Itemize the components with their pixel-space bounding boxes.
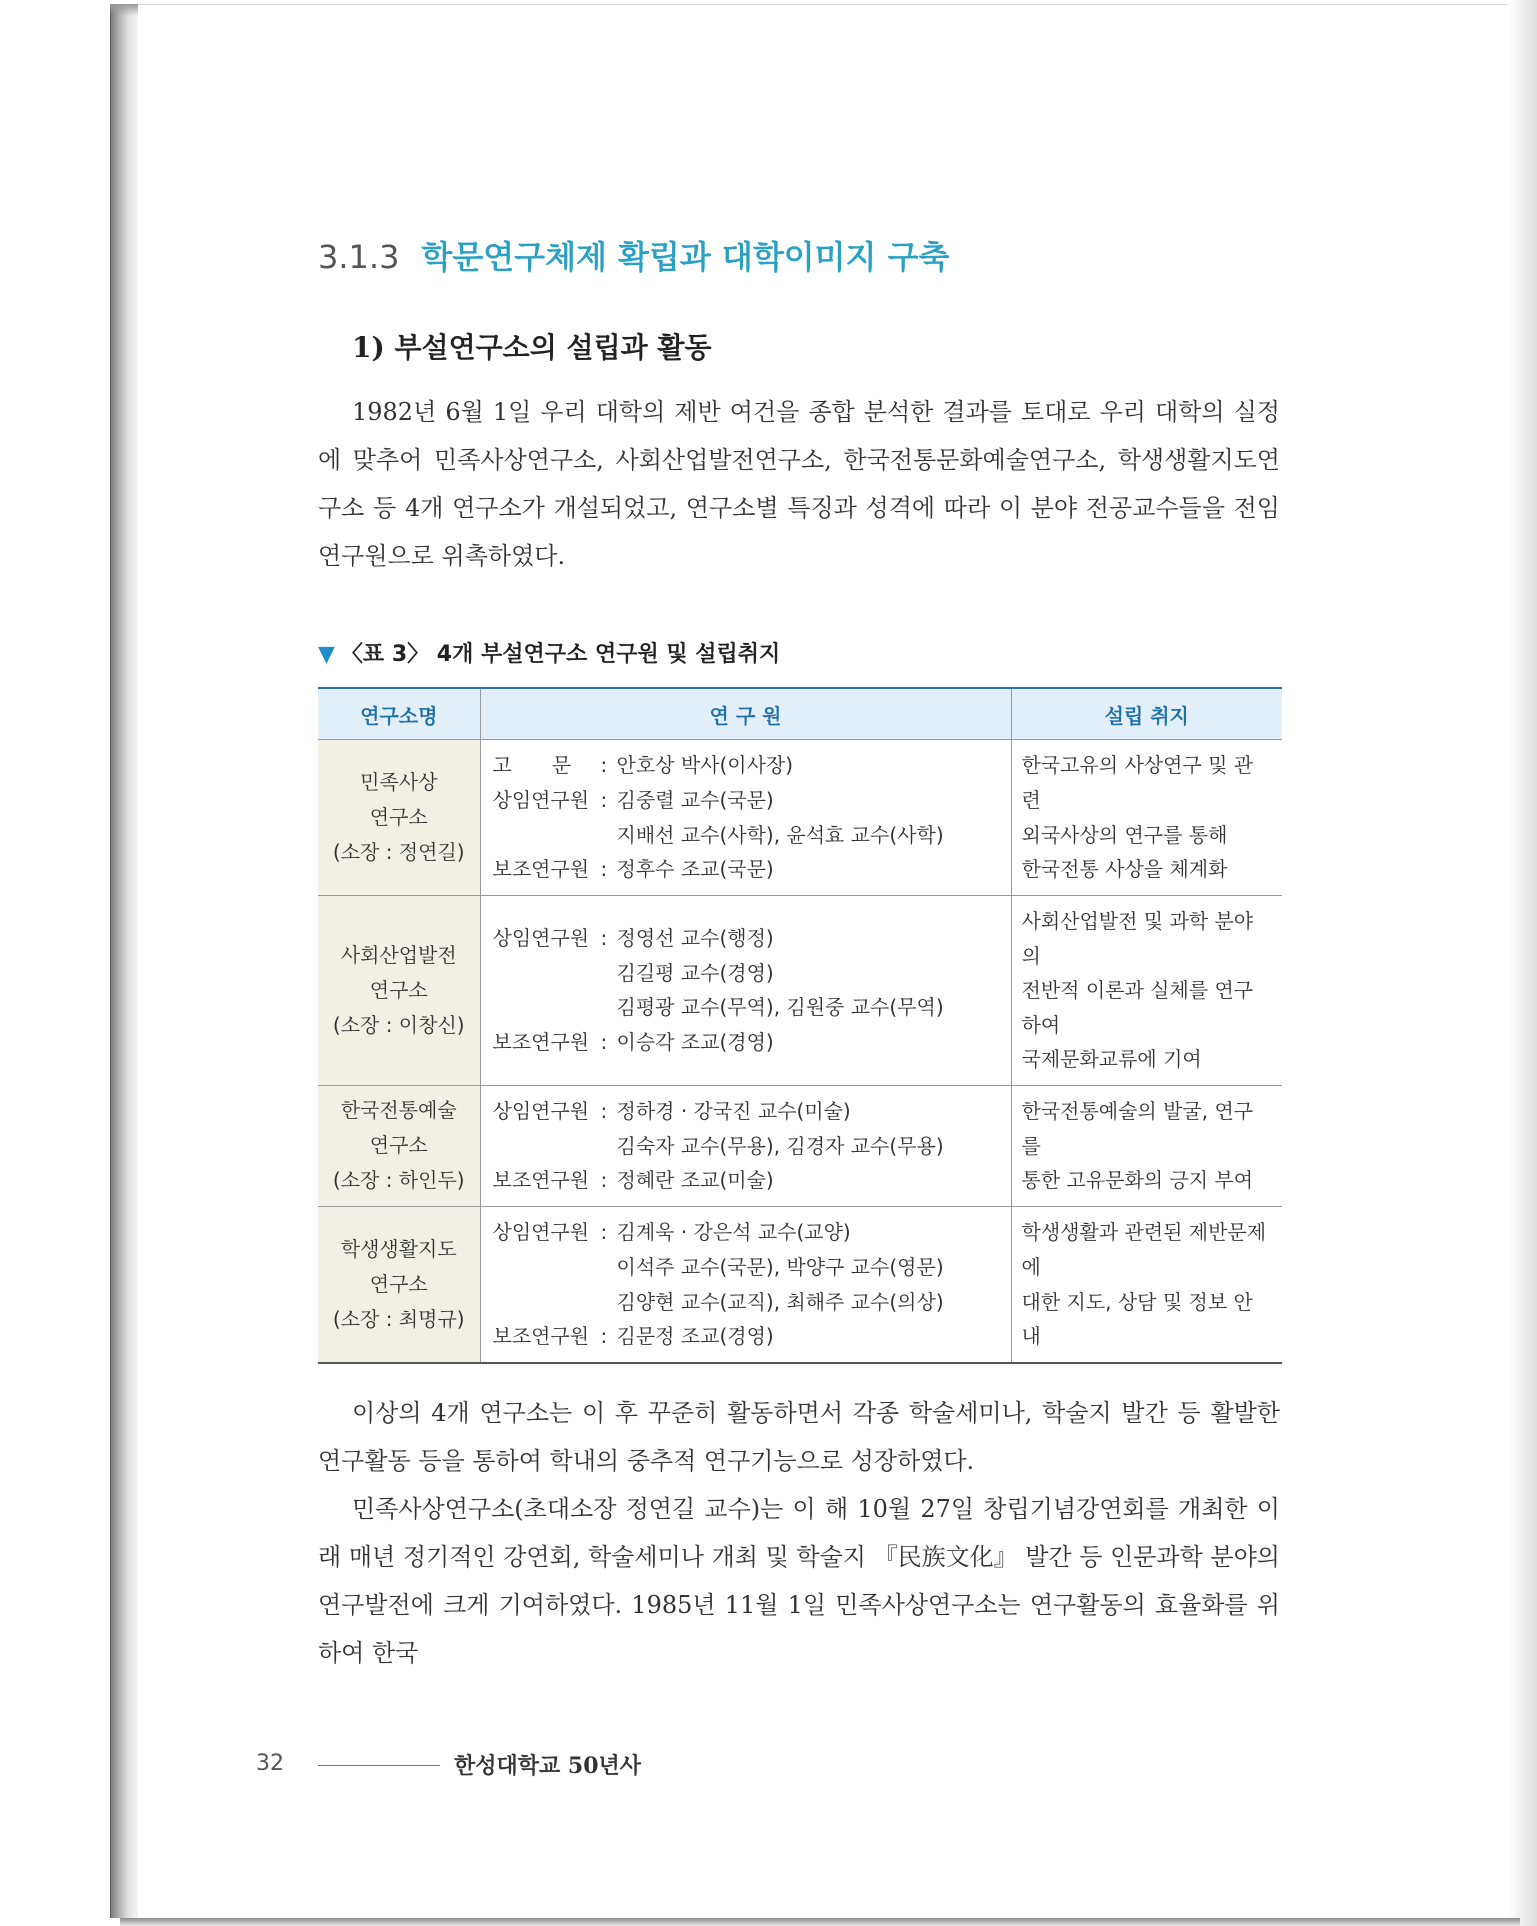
researcher-line: 상임연구원 : 김중렬 교수(국문) bbox=[493, 783, 1001, 818]
table-caption-text: 〈표 3〉 4개 부설연구소 연구원 및 설립취지 bbox=[340, 642, 781, 667]
researcher-line: 상임연구원 : 김계욱 · 강은석 교수(교양) bbox=[493, 1215, 1001, 1250]
paragraph-minjok-institute: 민족사상연구소(초대소장 정연길 교수)는 이 해 10월 27일 창립기념강연회를 개최한 이래 매년 정기적인 강연회, 학술세미나 개최 및 학술지 『民族文化』 발간 등 인문과학 분야의 연구발전에 크게 기여하였다. 1985년 11월 1일 민족사상연구소는 연구활동의 효율화를 위하여 한국 bbox=[318, 1495, 1280, 1667]
institute-name-cell bbox=[318, 1206, 480, 1363]
institute-director: (소장 : 이창신) bbox=[332, 1012, 465, 1037]
researcher-name: 정후수 조교(국문) bbox=[616, 857, 774, 882]
researcher-line bbox=[493, 1250, 1001, 1285]
table-row bbox=[318, 1085, 1282, 1206]
researcher-role: 상임연구원 bbox=[492, 1098, 590, 1123]
researcher-name: 김길평 교수(경영) bbox=[616, 960, 774, 985]
purpose-line: 대한 지도, 상담 및 정보 안내 bbox=[1021, 1289, 1253, 1349]
researcher-role: 보조연구원 bbox=[492, 1324, 590, 1349]
header-purpose: 설립 취지 bbox=[1011, 688, 1282, 740]
table-row bbox=[318, 896, 1282, 1086]
researcher-name: 정하경 · 강국진 교수(미술) bbox=[616, 1098, 851, 1123]
researcher-line: 상임연구원 : 정영선 교수(행정) bbox=[493, 921, 1001, 956]
institute-name-line: 한국전통예술 bbox=[340, 1098, 457, 1123]
purpose-line: 학생생활과 관련된 제반문제에 bbox=[1021, 1220, 1267, 1279]
institute-name-line: 연구소 bbox=[369, 805, 428, 829]
purpose-line: 전반적 이론과 실체를 연구하여 bbox=[1021, 978, 1254, 1037]
paragraph-activities: 이상의 4개 연구소는 이 후 꾸준히 활동하면서 각종 학술세미나, 학술지 발간 등 활발한 연구활동 등을 통하여 학내의 중추적 연구기능으로 성장하였다. bbox=[318, 1399, 1280, 1475]
header-researchers: 연 구 원 bbox=[480, 688, 1011, 740]
researchers-cell bbox=[480, 1206, 1011, 1363]
researcher-role: 보조연구원 bbox=[492, 1030, 590, 1055]
researcher-role: 상임연구원 bbox=[492, 926, 590, 951]
researcher-name: 김숙자 교수(무용), 김경자 교수(무용) bbox=[616, 1133, 944, 1158]
researchers-cell bbox=[480, 1085, 1011, 1206]
institute-name-cell bbox=[318, 896, 480, 1086]
institute-name-line: 연구소 bbox=[369, 1272, 428, 1296]
institute-name-cell bbox=[318, 740, 480, 896]
researcher-role: 보조연구원 bbox=[492, 1168, 590, 1193]
researcher-line: 고 문 : 안호상 박사(이사장) bbox=[493, 748, 1001, 783]
researcher-name: 김중렬 교수(국문) bbox=[616, 787, 774, 812]
section-number: 3.1.3 bbox=[318, 238, 400, 276]
table-caption bbox=[318, 637, 780, 668]
institute-director: (소장 : 하인두) bbox=[332, 1168, 465, 1193]
institute-name-line: 사회산업발전 bbox=[340, 942, 457, 967]
institute-name-line: 연구소 bbox=[369, 977, 428, 1002]
researchers-cell bbox=[480, 740, 1011, 896]
researcher-name: 지배선 교수(사학), 윤석효 교수(사학) bbox=[616, 822, 944, 847]
purpose-line: 한국고유의 사상연구 및 관련 bbox=[1021, 753, 1254, 812]
researcher-line bbox=[493, 956, 1001, 991]
purpose-line: 한국전통 사상을 체계화 bbox=[1021, 857, 1228, 882]
researcher-name: 김계욱 · 강은석 교수(교양) bbox=[616, 1220, 851, 1245]
researcher-name: 정영선 교수(행정) bbox=[616, 926, 774, 951]
footer-divider bbox=[318, 1765, 440, 1766]
section-heading bbox=[318, 232, 949, 278]
researcher-line bbox=[493, 990, 1001, 1025]
purpose-line: 외국사상의 연구를 통해 bbox=[1021, 822, 1228, 847]
researcher-line: 보조연구원 : 이승각 조교(경영) bbox=[493, 1025, 1001, 1060]
researcher-name: 김평광 교수(무역), 김원중 교수(무역) bbox=[616, 995, 944, 1020]
institute-director: (소장 : 최명규) bbox=[332, 1307, 465, 1331]
researcher-line: 보조연구원 : 김문정 조교(경영) bbox=[493, 1319, 1001, 1354]
researchers-cell bbox=[480, 896, 1011, 1086]
spine-shadow bbox=[110, 4, 138, 16]
subsection-heading: 1) 부설연구소의 설립과 활동 bbox=[352, 331, 712, 364]
research-institutes-table bbox=[318, 687, 1282, 1364]
page-number: 32 bbox=[256, 1751, 284, 1776]
researcher-line: 보조연구원 : 정후수 조교(국문) bbox=[493, 852, 1001, 887]
triangle-down-icon: ▼ bbox=[318, 642, 335, 667]
purpose-cell bbox=[1011, 896, 1282, 1086]
researcher-role: 고 문 bbox=[492, 753, 572, 778]
institute-director: (소장 : 정연길) bbox=[332, 840, 465, 864]
footer-book-title: 한성대학교 50년사 bbox=[454, 1753, 642, 1779]
researcher-role: 상임연구원 bbox=[492, 1220, 590, 1245]
table-row bbox=[318, 1206, 1282, 1363]
institute-name-line: 학생생활지도 bbox=[340, 1237, 457, 1261]
researcher-line bbox=[493, 1285, 1001, 1320]
paragraph-intro: 1982년 6월 1일 우리 대학의 제반 여건을 종합 분석한 결과를 토대로 우리 대학의 실정에 맞추어 민족사상연구소, 사회산업발전연구소, 한국전통문화예술연구소, 학생생활지도연구소 등 4개 연구소가 개설되었고, 연구소별 특징과 성격에 따라 이 분야 전공교수들을 전임연구원으로 위촉하였다. bbox=[318, 398, 1280, 570]
book-spine bbox=[110, 4, 139, 1918]
institute-name-line: 연구소 bbox=[369, 1133, 428, 1158]
table-row bbox=[318, 740, 1282, 896]
purpose-line: 사회산업발전 및 과학 분야의 bbox=[1021, 909, 1254, 968]
page-edge-right bbox=[1507, 0, 1537, 1926]
institute-name-line: 민족사상 bbox=[360, 770, 438, 794]
researcher-name: 이석주 교수(국문), 박양구 교수(영문) bbox=[616, 1254, 944, 1279]
researcher-line bbox=[493, 818, 1001, 853]
researcher-name: 김양현 교수(교직), 최해주 교수(의상) bbox=[616, 1289, 944, 1314]
researcher-line bbox=[493, 1129, 1001, 1164]
purpose-line: 한국전통예술의 발굴, 연구를 bbox=[1021, 1098, 1254, 1158]
researcher-name: 안호상 박사(이사장) bbox=[616, 753, 794, 778]
purpose-cell bbox=[1011, 1206, 1282, 1363]
section-title-text: 학문연구체제 확립과 대학이미지 구축 bbox=[421, 238, 950, 276]
researcher-line: 보조연구원 : 정혜란 조교(미술) bbox=[493, 1163, 1001, 1198]
purpose-cell bbox=[1011, 1085, 1282, 1206]
purpose-line: 국제문화교류에 기여 bbox=[1021, 1047, 1202, 1072]
purpose-cell bbox=[1011, 740, 1282, 896]
page-edge-bottom bbox=[120, 1918, 1520, 1926]
researcher-line: 상임연구원 : 정하경 · 강국진 교수(미술) bbox=[493, 1094, 1001, 1129]
researcher-name: 정혜란 조교(미술) bbox=[616, 1168, 774, 1193]
researcher-role: 보조연구원 bbox=[492, 857, 590, 882]
table-header-row bbox=[318, 688, 1282, 740]
researcher-role: 상임연구원 bbox=[492, 787, 590, 812]
purpose-line: 통한 고유문화의 긍지 부여 bbox=[1021, 1168, 1254, 1193]
researcher-name: 이승각 조교(경영) bbox=[616, 1030, 774, 1055]
institute-name-cell bbox=[318, 1085, 480, 1206]
researcher-name: 김문정 조교(경영) bbox=[616, 1324, 774, 1349]
header-institute-name: 연구소명 bbox=[318, 688, 480, 740]
